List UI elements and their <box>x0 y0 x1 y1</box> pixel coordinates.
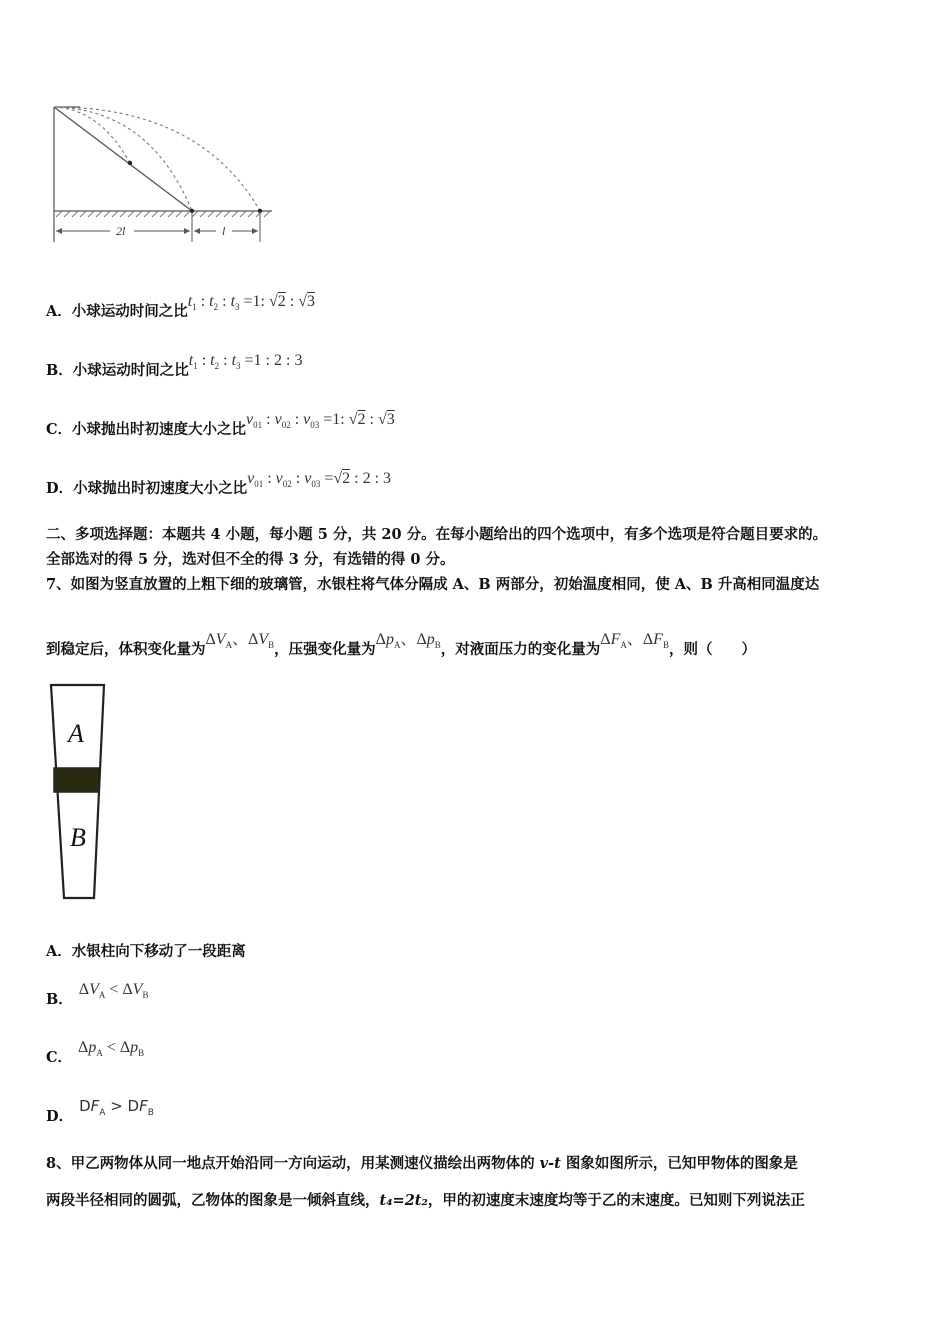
option-text: 小球运动时间之比 <box>72 362 189 379</box>
option-label: D． <box>46 1108 74 1125</box>
q7-stem-part-b: ，压强变化量为 <box>274 641 376 658</box>
formula-velocity-ratio-sqrt: $v_{01}$ : $v_{02}$ : $v_{03} =1$: √2 : √3 <box>246 411 395 431</box>
section2-instructions-line2: 全部选对的得 5 分，选对但不全的得 3 分，有选错的得 0 分。 <box>46 551 455 568</box>
glass-tube-figure <box>44 680 114 905</box>
q7-stem-line2 <box>46 631 756 660</box>
section2-instructions-line1: 二、多项选择题：本题共 4 小题，每小题 5 分，共 20 分。在每小题给出的四个选项中，有多个选项是符合题目要求的。 <box>46 526 828 543</box>
formula-delta-p-compare: $\Delta p_A < \Delta p_B$ <box>78 1039 145 1059</box>
q8-stem-part-c: 两段半径相同的圆弧，乙物体的图象是一倾斜直线， <box>46 1192 380 1209</box>
q7-option-a <box>46 940 246 961</box>
q8-stem-part-b: 图象如图所示，已知甲物体的图象是 <box>560 1155 798 1172</box>
formula-delta-v-compare: $\Delta V_A < \Delta V_B$ <box>78 981 149 1001</box>
projectile-figure <box>40 95 290 255</box>
dimension-label-l: l <box>222 224 226 238</box>
landing-point-1 <box>128 161 132 165</box>
formula-delta-p: $\Delta p_A$、$\Delta p_B$ <box>375 631 441 651</box>
q6-option-d <box>46 470 392 499</box>
q6-option-c <box>46 411 395 440</box>
option-label: B． <box>46 991 73 1008</box>
q7-option-d <box>46 1097 154 1128</box>
option-text: 小球抛出时初速度大小之比 <box>73 480 248 497</box>
option-text: 小球运动时间之比 <box>71 303 188 320</box>
q7-option-b <box>46 981 149 1010</box>
q6-option-b <box>46 352 303 381</box>
formula-delta-f-compare: $DF_A > DF_B$ <box>79 1097 154 1118</box>
q8-stem-part-a: 8、甲乙两物体从同一地点开始沿同一方向运动，用某测速仪描绘出两物体的 <box>46 1155 540 1172</box>
q7-stem-part-c: ，对液面压力的变化量为 <box>440 641 601 658</box>
option-label: C． <box>46 421 73 438</box>
q8-stem-part-d: ，甲的初速度末速度均等于乙的末速度。已知则下列说法正 <box>427 1192 805 1209</box>
formula-time-ratio-sqrt: $t_1$ : $t_2$ : $t_3 =1$: √2 : √3 <box>187 293 316 313</box>
incline-line <box>54 107 192 211</box>
q8-time-relation: t₄=2t₂ <box>379 1192 428 1209</box>
option-label: B． <box>46 362 73 379</box>
q8-stem-line1 <box>46 1152 798 1173</box>
q8-vt-term: v-t <box>539 1155 561 1172</box>
trajectory-3 <box>54 107 260 211</box>
q7-stem-part-a: 到稳定后，体积变化量为 <box>46 641 206 658</box>
option-text: 小球抛出时初速度大小之比 <box>72 421 247 438</box>
q7-stem-line1: 7、如图为竖直放置的上粗下细的玻璃管，水银柱将气体分隔成 A、B 两部分，初始温度相同，使 A、B 升高相同温度达 <box>46 576 820 593</box>
q7-option-c <box>46 1039 145 1068</box>
mercury-column <box>54 768 99 792</box>
q6-option-a <box>46 293 316 322</box>
q8-stem-line2 <box>46 1189 805 1210</box>
ground-hatching <box>56 211 270 217</box>
gas-label-b: B <box>70 823 86 852</box>
option-label: A． <box>46 943 72 960</box>
formula-time-ratio-linear: $t_1$ : $t_2$ : $t_3 =1$ : 2 : 3 <box>188 352 303 372</box>
formula-velocity-ratio-linear: $v_{01}$ : $v_{02}$ : $v_{03} =√2$ : 2 : 3 <box>247 470 392 490</box>
formula-delta-f: $\Delta F_A$、$\Delta F_B$ <box>600 631 669 651</box>
dimension-label-2l: 2l <box>116 224 126 238</box>
option-label: C． <box>46 1049 73 1066</box>
q7-stem-part-d: ，则（ ） <box>668 641 756 658</box>
option-label: A． <box>46 303 72 320</box>
option-label: D． <box>46 480 74 497</box>
formula-delta-v: $\Delta V_A$、$\Delta V_B$ <box>205 631 275 651</box>
option-text: 水银柱向下移动了一段距离 <box>71 943 246 960</box>
gas-label-a: A <box>68 719 84 748</box>
